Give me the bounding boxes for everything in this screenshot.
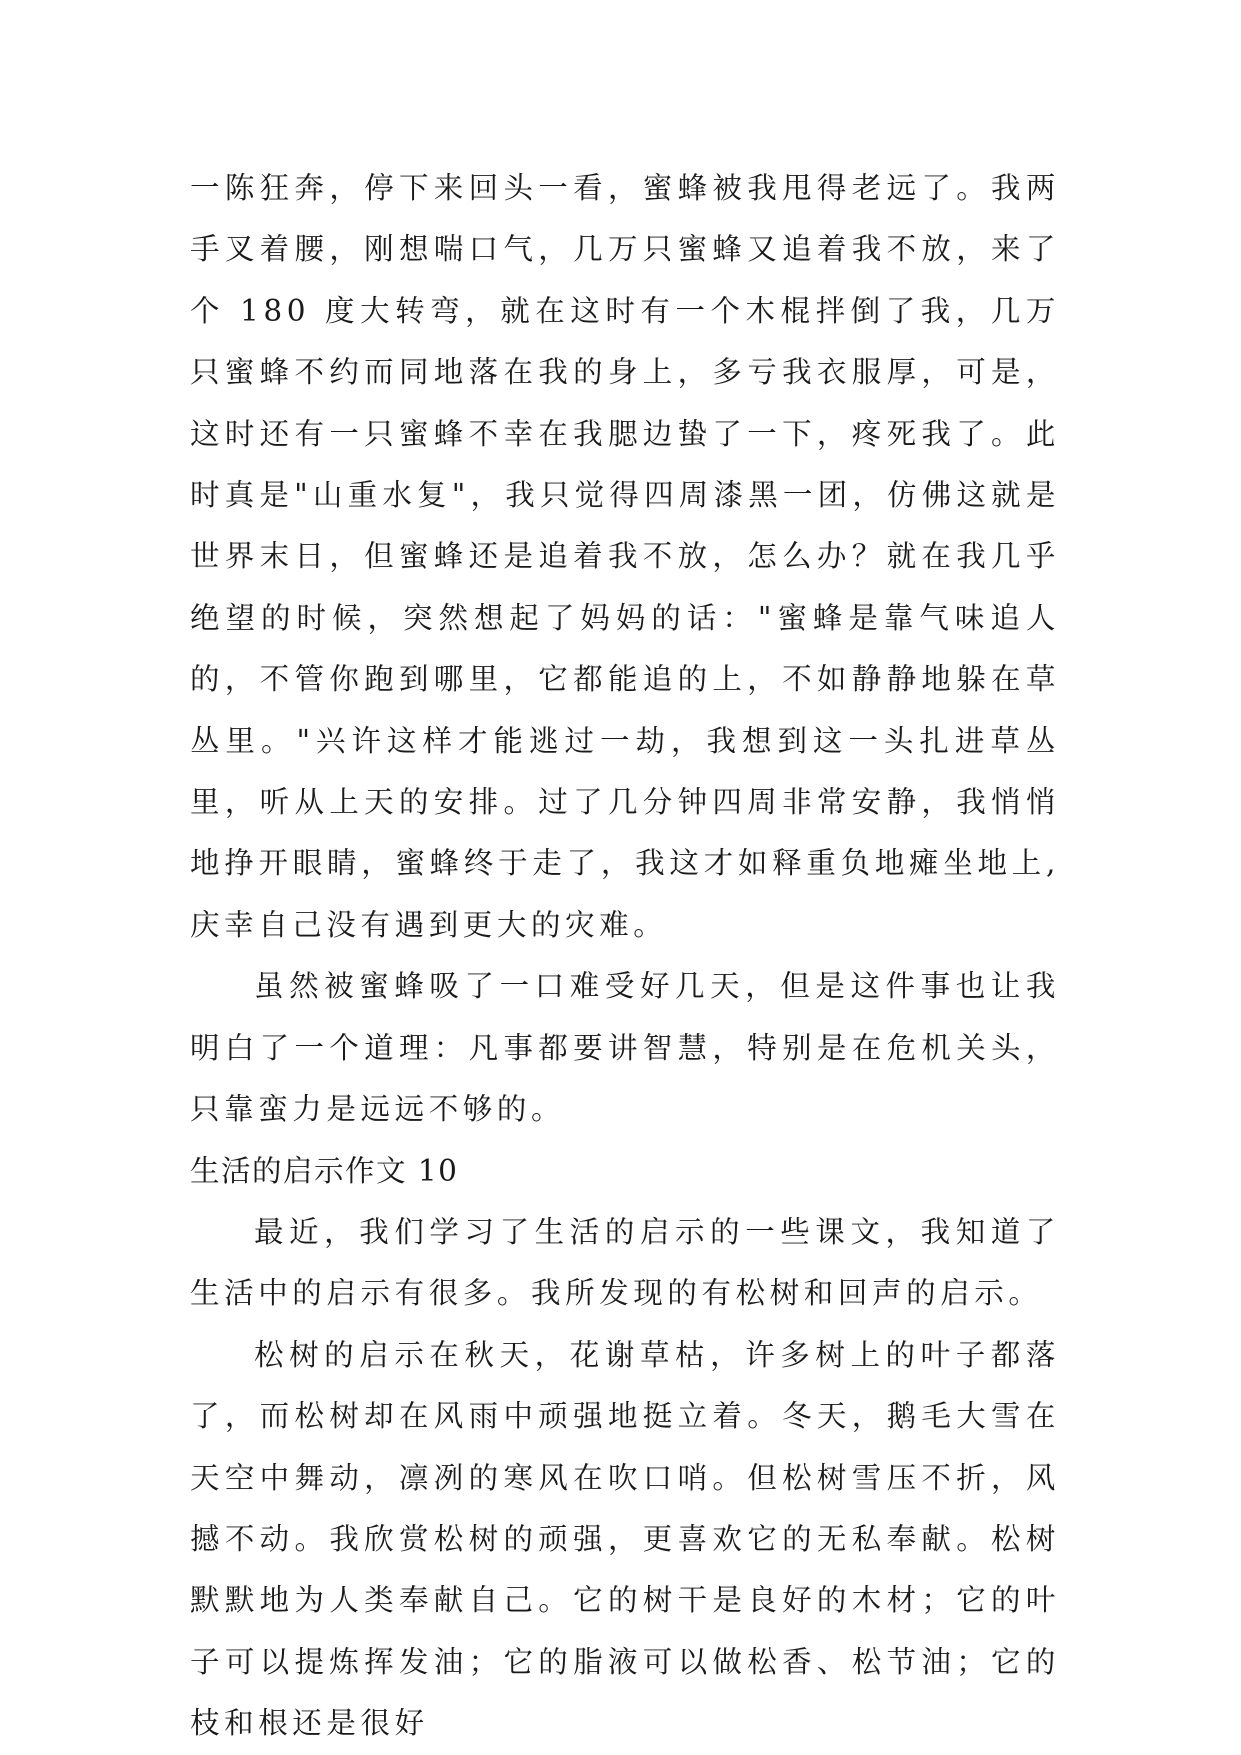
paragraph-lesson: 虽然被蜜蜂吸了一口难受好几天，但是这件事也让我明白了一个道理：凡事都要讲智慧，特别是在危机关头，只靠蛮力是远远不够的。 xyxy=(190,969,1060,1127)
document-page xyxy=(190,158,1060,1755)
paragraph-intro: 最近，我们学习了生活的启示的一些课文，我知道了生活中的启示有很多。我所发现的有松树和回声的启示。 xyxy=(190,1214,1060,1311)
paragraph-pine-tree: 松树的启示在秋天，花谢草枯，许多树上的叶子都落了，而松树却在风雨中顽强地挺立着。冬天，鹅毛大雪在天空中舞动，凛冽的寒风在吹口哨。但松树雪压不折，风撼不动。我欣赏松树的顽强，更喜欢它的无私奉献。松树默默地为人类奉献自己。它的树干是良好的木材；它的叶子可以提炼挥发油；它的脂液可以做松香、松节油；它的枝和根还是很好 xyxy=(190,1337,1060,1741)
paragraph-bee-escape: 一陈狂奔，停下来回头一看，蜜蜂被我甩得老远了。我两手叉着腰，刚想喘口气，几万只蜜蜂又追着我不放，来了个 180 度大转弯，就在这时有一个木棍拌倒了我，几万只蜜蜂不约而同地落在我的身上，多亏我衣服厚，可是，这时还有一只蜜蜂不幸在我腮边蛰了一下，疼死我了。此时真是"山重水复"，我只觉得四周漆黑一团，仿佛这就是世界末日，但蜜蜂还是追着我不放，怎么办？就在我几乎绝望的时候，突然想起了妈妈的话："蜜蜂是靠气味追人的，不管你跑到哪里，它都能追的上，不如静静地躲在草丛里。"兴许这样才能逃过一劫，我想到这一头扎进草丛里，听从上天的安排。过了几分钟四周非常安静，我悄悄地挣开眼睛，蜜蜂终于走了，我这才如释重负地瘫坐地上,庆幸自己没有遇到更大的灾难。 xyxy=(190,171,1060,942)
section-heading: 生活的启示作文 10 xyxy=(190,1153,459,1188)
